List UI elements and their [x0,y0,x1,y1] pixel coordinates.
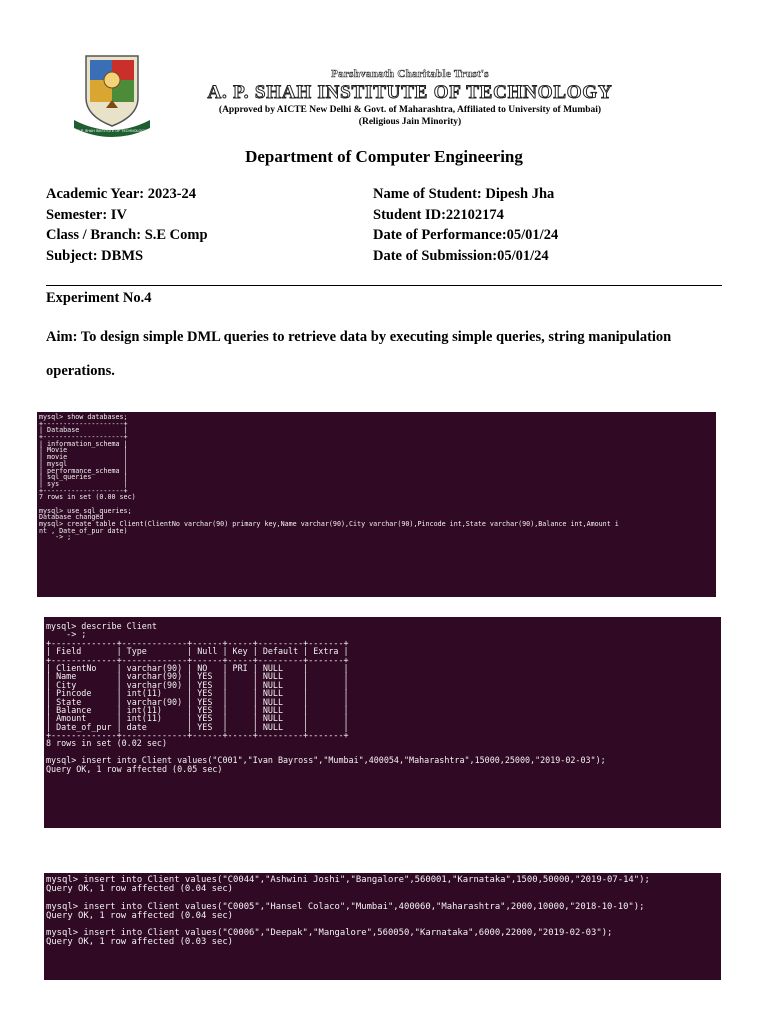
terminal-line: | Database | [39,426,128,435]
terminal-screenshot-3 [44,873,721,980]
terminal-line [46,893,721,902]
info-left-column [46,184,208,266]
terminal-line: | information_schema | [39,439,128,448]
student-id: Student ID:22102174 [373,206,504,223]
terminal-line: | State | varchar(90) | YES | | NULL | | [46,696,349,707]
terminal-line: | Field | Type | Null | Key | Default | Extra | [46,646,349,657]
terminal-line: mysql> show databases; [39,413,128,421]
terminal-line: mysql> create table Client(ClientNo varchar(90) primary key,Name varchar(90),City varchar(90),Pincode int,State varchar(90),Balance int,Amount i [39,520,619,528]
terminal-line: | Balance | int(11) | YES | | NULL | | [46,704,349,715]
terminal-line: 7 rows in set (0.00 sec) [39,493,136,502]
terminal-screenshot-2 [44,617,721,828]
terminal-line: nt , Date_of_pur date) [39,526,128,535]
logo-banner-text: A.P. SHAH INSTITUTE OF TECHNOLOGY [77,129,147,133]
terminal-line: 8 rows in set (0.02 sec) [46,738,168,749]
terminal-line: | Amount | int(11) | YES | | NULL | | [46,713,349,724]
terminal-line: | performance_schema | [39,466,128,475]
terminal-line: | mysql | [39,459,128,468]
terminal-line: Database changed [39,513,104,522]
terminal-line: mysql> insert into Client values("C0044","Ashwini Joshi","Bangalore",560001,"Karnataka",1500,50000,"2019-07-14"); [46,875,650,885]
terminal-line: mysql> describe Client [46,621,157,631]
department-title: Department of Computer Engineering [245,147,523,166]
semester: Semester: IV [46,206,127,223]
institute-name: A. P. SHAH INSTITUTE OF TECHNOLOGY [207,82,613,103]
terminal-line: | sys | [39,479,128,488]
terminal-line: +-------------+-------------+------+-----+---------+-------+ [46,654,349,665]
student-name: Name of Student: Dipesh Jha [373,186,555,202]
terminal-line: Query OK, 1 row affected (0.04 sec) [46,883,234,894]
terminal-line: | ClientNo | varchar(90) | NO | PRI | NULL | | [46,662,349,673]
terminal-line: | movie | [39,453,128,462]
terminal-line [39,500,716,507]
terminal-line: mysql> insert into Client values("C001","Ivan Bayross","Mumbai",400054,"Maharashtra",15000,25000,"2019-02-03"); [46,755,606,766]
date-of-submission: Date of Submission:05/01/24 [373,247,549,264]
aim-text: Aim: To design simple DML queries to retrieve data by executing simple queries, string manipulation operations. [46,329,672,379]
terminal-line: | Name | varchar(90) | YES | | NULL | | [46,671,349,682]
terminal-line: -> ; [39,533,72,542]
terminal-line: Query OK, 1 row affected (0.03 sec) [46,937,234,948]
terminal-line: +-------------+-------------+------+-----+---------+-------+ [46,730,349,741]
date-of-performance: Date of Performance:05/01/24 [373,227,559,243]
terminal-line: | City | varchar(90) | YES | | NULL | | [46,679,349,690]
terminal-line: | sql_queries | [39,473,128,482]
terminal-line: | Date_of_pur | date | YES | | NULL | | [46,721,349,732]
terminal-line: | Pincode | int(11) | YES | | NULL | | [46,688,349,699]
subject: Subject: DBMS [46,247,144,264]
terminal-line: -> ; [46,629,87,640]
minority-line: (Religious Jain Minority) [358,117,462,127]
terminal-line: Query OK, 1 row affected (0.04 sec) [46,910,234,921]
terminal-line: +--------------------+ [39,433,128,442]
terminal-line: mysql> insert into Client values("C0006","Deepak","Mangalore",560050,"Karnataka",6000,22000,"2019-02-03"); [46,928,613,939]
terminal-line: mysql> insert into Client values("C0005","Hansel Colaco","Mumbai",400060,"Maharashtra",2000,10000,"2018-10-10"); [46,901,645,912]
terminal-line: | Movie | [39,446,128,455]
institute-logo [66,50,158,138]
experiment-number: Experiment No.4 [46,290,152,306]
terminal-line: +--------------------+ [39,419,128,428]
terminal-line: Query OK, 1 row affected (0.05 sec) [46,763,223,774]
terminal-line: +--------------------+ [39,486,128,495]
class-branch: Class / Branch: S.E Comp [46,227,208,243]
terminal-screenshot-1 [37,412,716,597]
info-right-column [373,184,558,266]
terminal-line [46,747,721,755]
approval-line: (Approved by AICTE New Delhi & Govt. of Maharashtra, Affiliated to University of Mumbai) [218,105,602,115]
trust-name: Parshvanath Charitable Trust's [331,68,489,80]
academic-year: Academic Year: 2023-24 [46,186,197,202]
terminal-line: +-------------+-------------+------+-----+---------+-------+ [46,637,349,648]
divider [46,285,722,286]
terminal-line: mysql> use sql_queries; [39,506,132,515]
logo-emblem-icon [74,56,150,137]
